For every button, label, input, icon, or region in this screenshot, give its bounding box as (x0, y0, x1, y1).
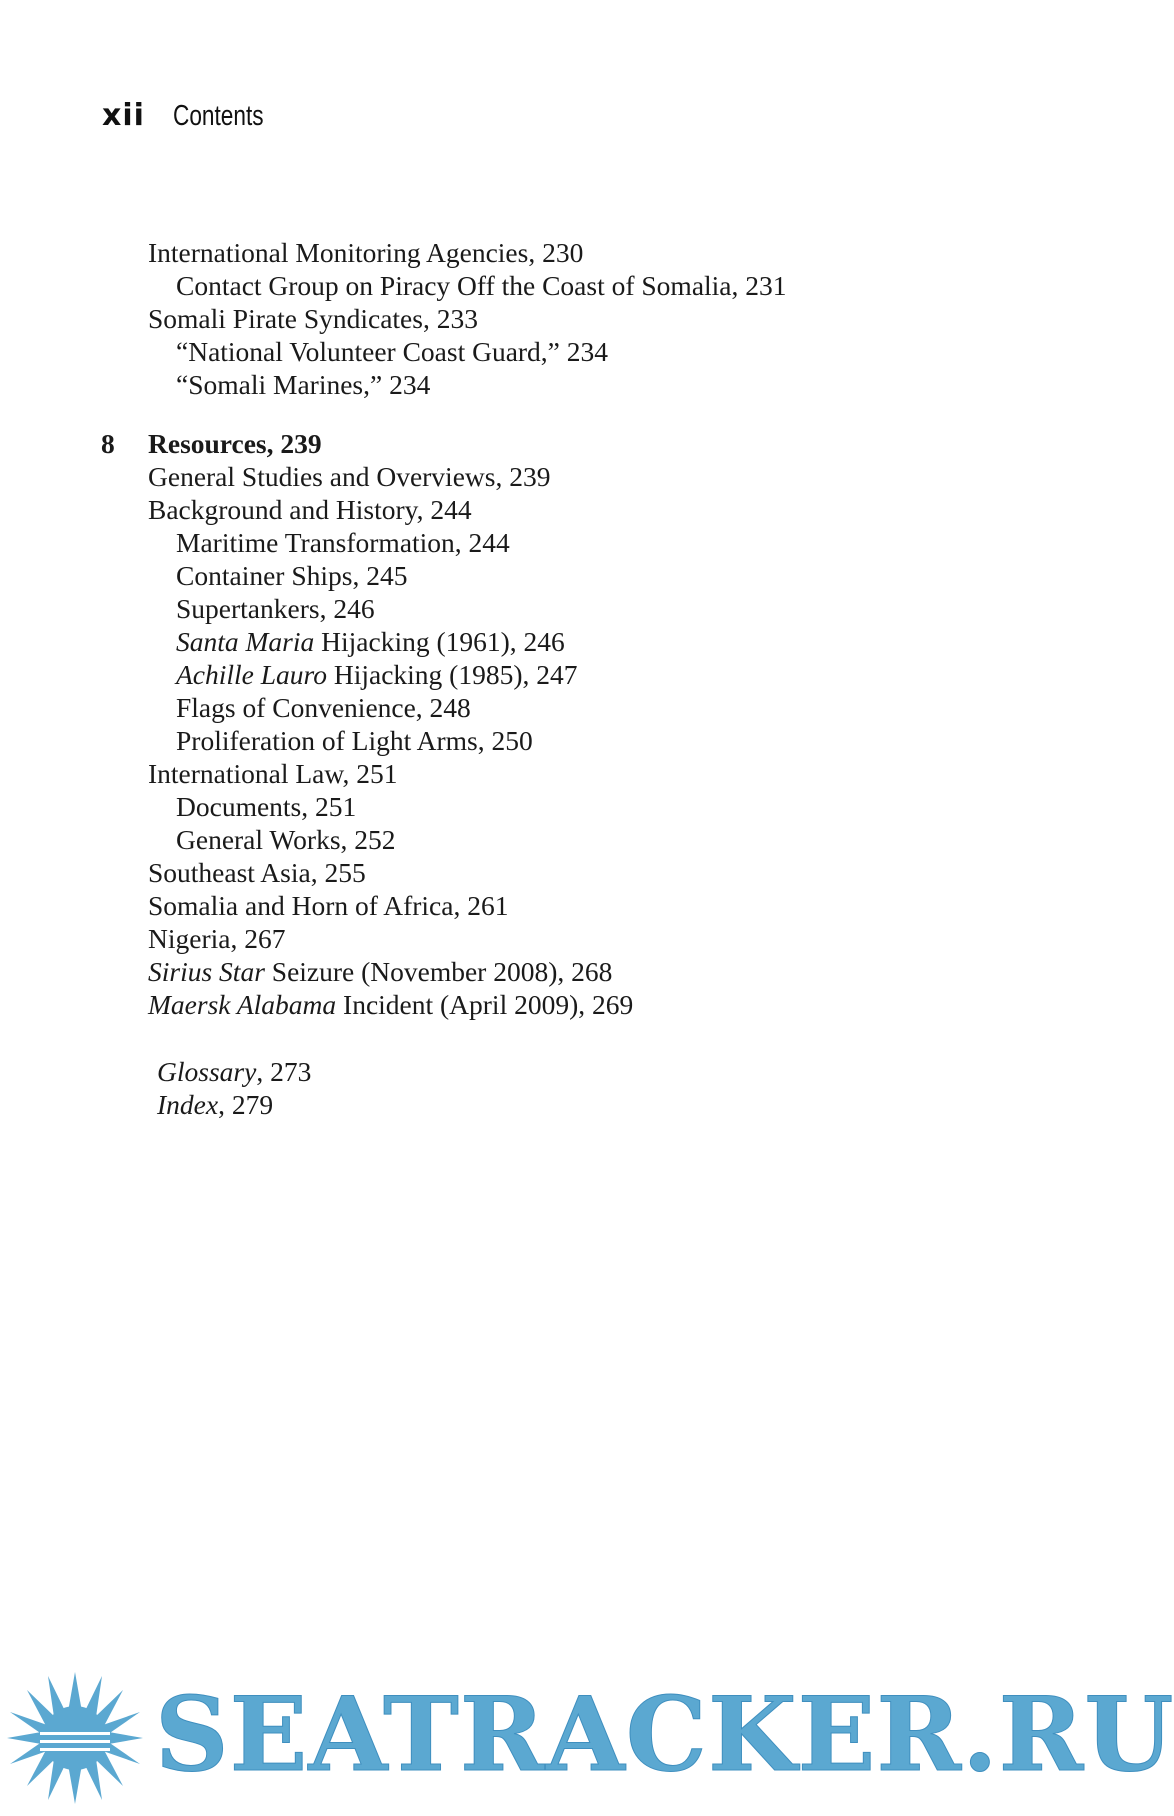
toc-entry[interactable]: “Somali Marines,” 234 (176, 369, 431, 400)
toc-entry[interactable]: Flags of Convenience, 248 (176, 692, 471, 723)
glossary-label: Glossary (157, 1056, 257, 1087)
toc-entry[interactable]: Contact Group on Piracy Off the Coast of Somalia, 231 (176, 270, 787, 301)
ship-name: Maersk Alabama (148, 989, 337, 1020)
toc-index[interactable] (157, 1088, 273, 1121)
toc-entry[interactable]: Southeast Asia, 255 (148, 857, 366, 888)
toc-entry[interactable]: Somali Pirate Syndicates, 233 (148, 303, 478, 334)
toc-entry-text: Hijacking (1961), 246 (314, 626, 565, 657)
toc-entry-text: Seizure (November 2008), 268 (264, 956, 613, 987)
index-label: Index (157, 1089, 219, 1120)
ship-name: Santa Maria (176, 626, 315, 657)
toc-entry[interactable]: General Studies and Overviews, 239 (148, 461, 551, 492)
toc-entry[interactable]: Container Ships, 245 (176, 560, 408, 591)
toc-entry[interactable]: Background and History, 244 (148, 494, 472, 525)
toc-entry[interactable]: Maritime Transformation, 244 (176, 527, 510, 558)
chapter-title[interactable]: Resources, 239 (148, 428, 322, 459)
toc-entry[interactable] (148, 988, 633, 1021)
toc-entry-text: Hijacking (1985), 247 (326, 659, 578, 690)
toc-entry[interactable]: Somalia and Horn of Africa, 261 (148, 890, 509, 921)
toc-glossary[interactable] (157, 1055, 311, 1088)
toc-entry[interactable]: “National Volunteer Coast Guard,” 234 (176, 336, 609, 367)
ship-name: Achille Lauro (176, 659, 327, 690)
toc-entry[interactable] (176, 658, 578, 691)
toc-entry-text: Incident (April 2009), 269 (336, 989, 634, 1020)
running-head-title: Contents (172, 100, 264, 132)
page-folio: xii (102, 98, 145, 133)
watermark-text: SEATRACKER.RU (155, 1675, 1174, 1795)
toc-entry[interactable]: Nigeria, 267 (148, 923, 286, 954)
glossary-page: , 273 (256, 1056, 312, 1087)
watermark (0, 1660, 1174, 1816)
toc-entry[interactable]: Supertankers, 246 (176, 593, 375, 624)
toc-entry[interactable]: Documents, 251 (176, 791, 357, 822)
toc-entry[interactable]: International Law, 251 (148, 758, 398, 789)
chapter-number: 8 (101, 428, 115, 459)
toc-entry[interactable] (148, 955, 612, 988)
index-page: , 279 (218, 1089, 274, 1120)
toc-entry[interactable] (176, 625, 565, 658)
toc-entry[interactable]: International Monitoring Agencies, 230 (148, 237, 584, 268)
toc-entry[interactable]: Proliferation of Light Arms, 250 (176, 725, 533, 756)
sun-logo-icon (0, 1660, 150, 1816)
running-head (102, 98, 289, 133)
toc-entry[interactable]: General Works, 252 (176, 824, 396, 855)
ship-name: Sirius Star (148, 956, 265, 987)
